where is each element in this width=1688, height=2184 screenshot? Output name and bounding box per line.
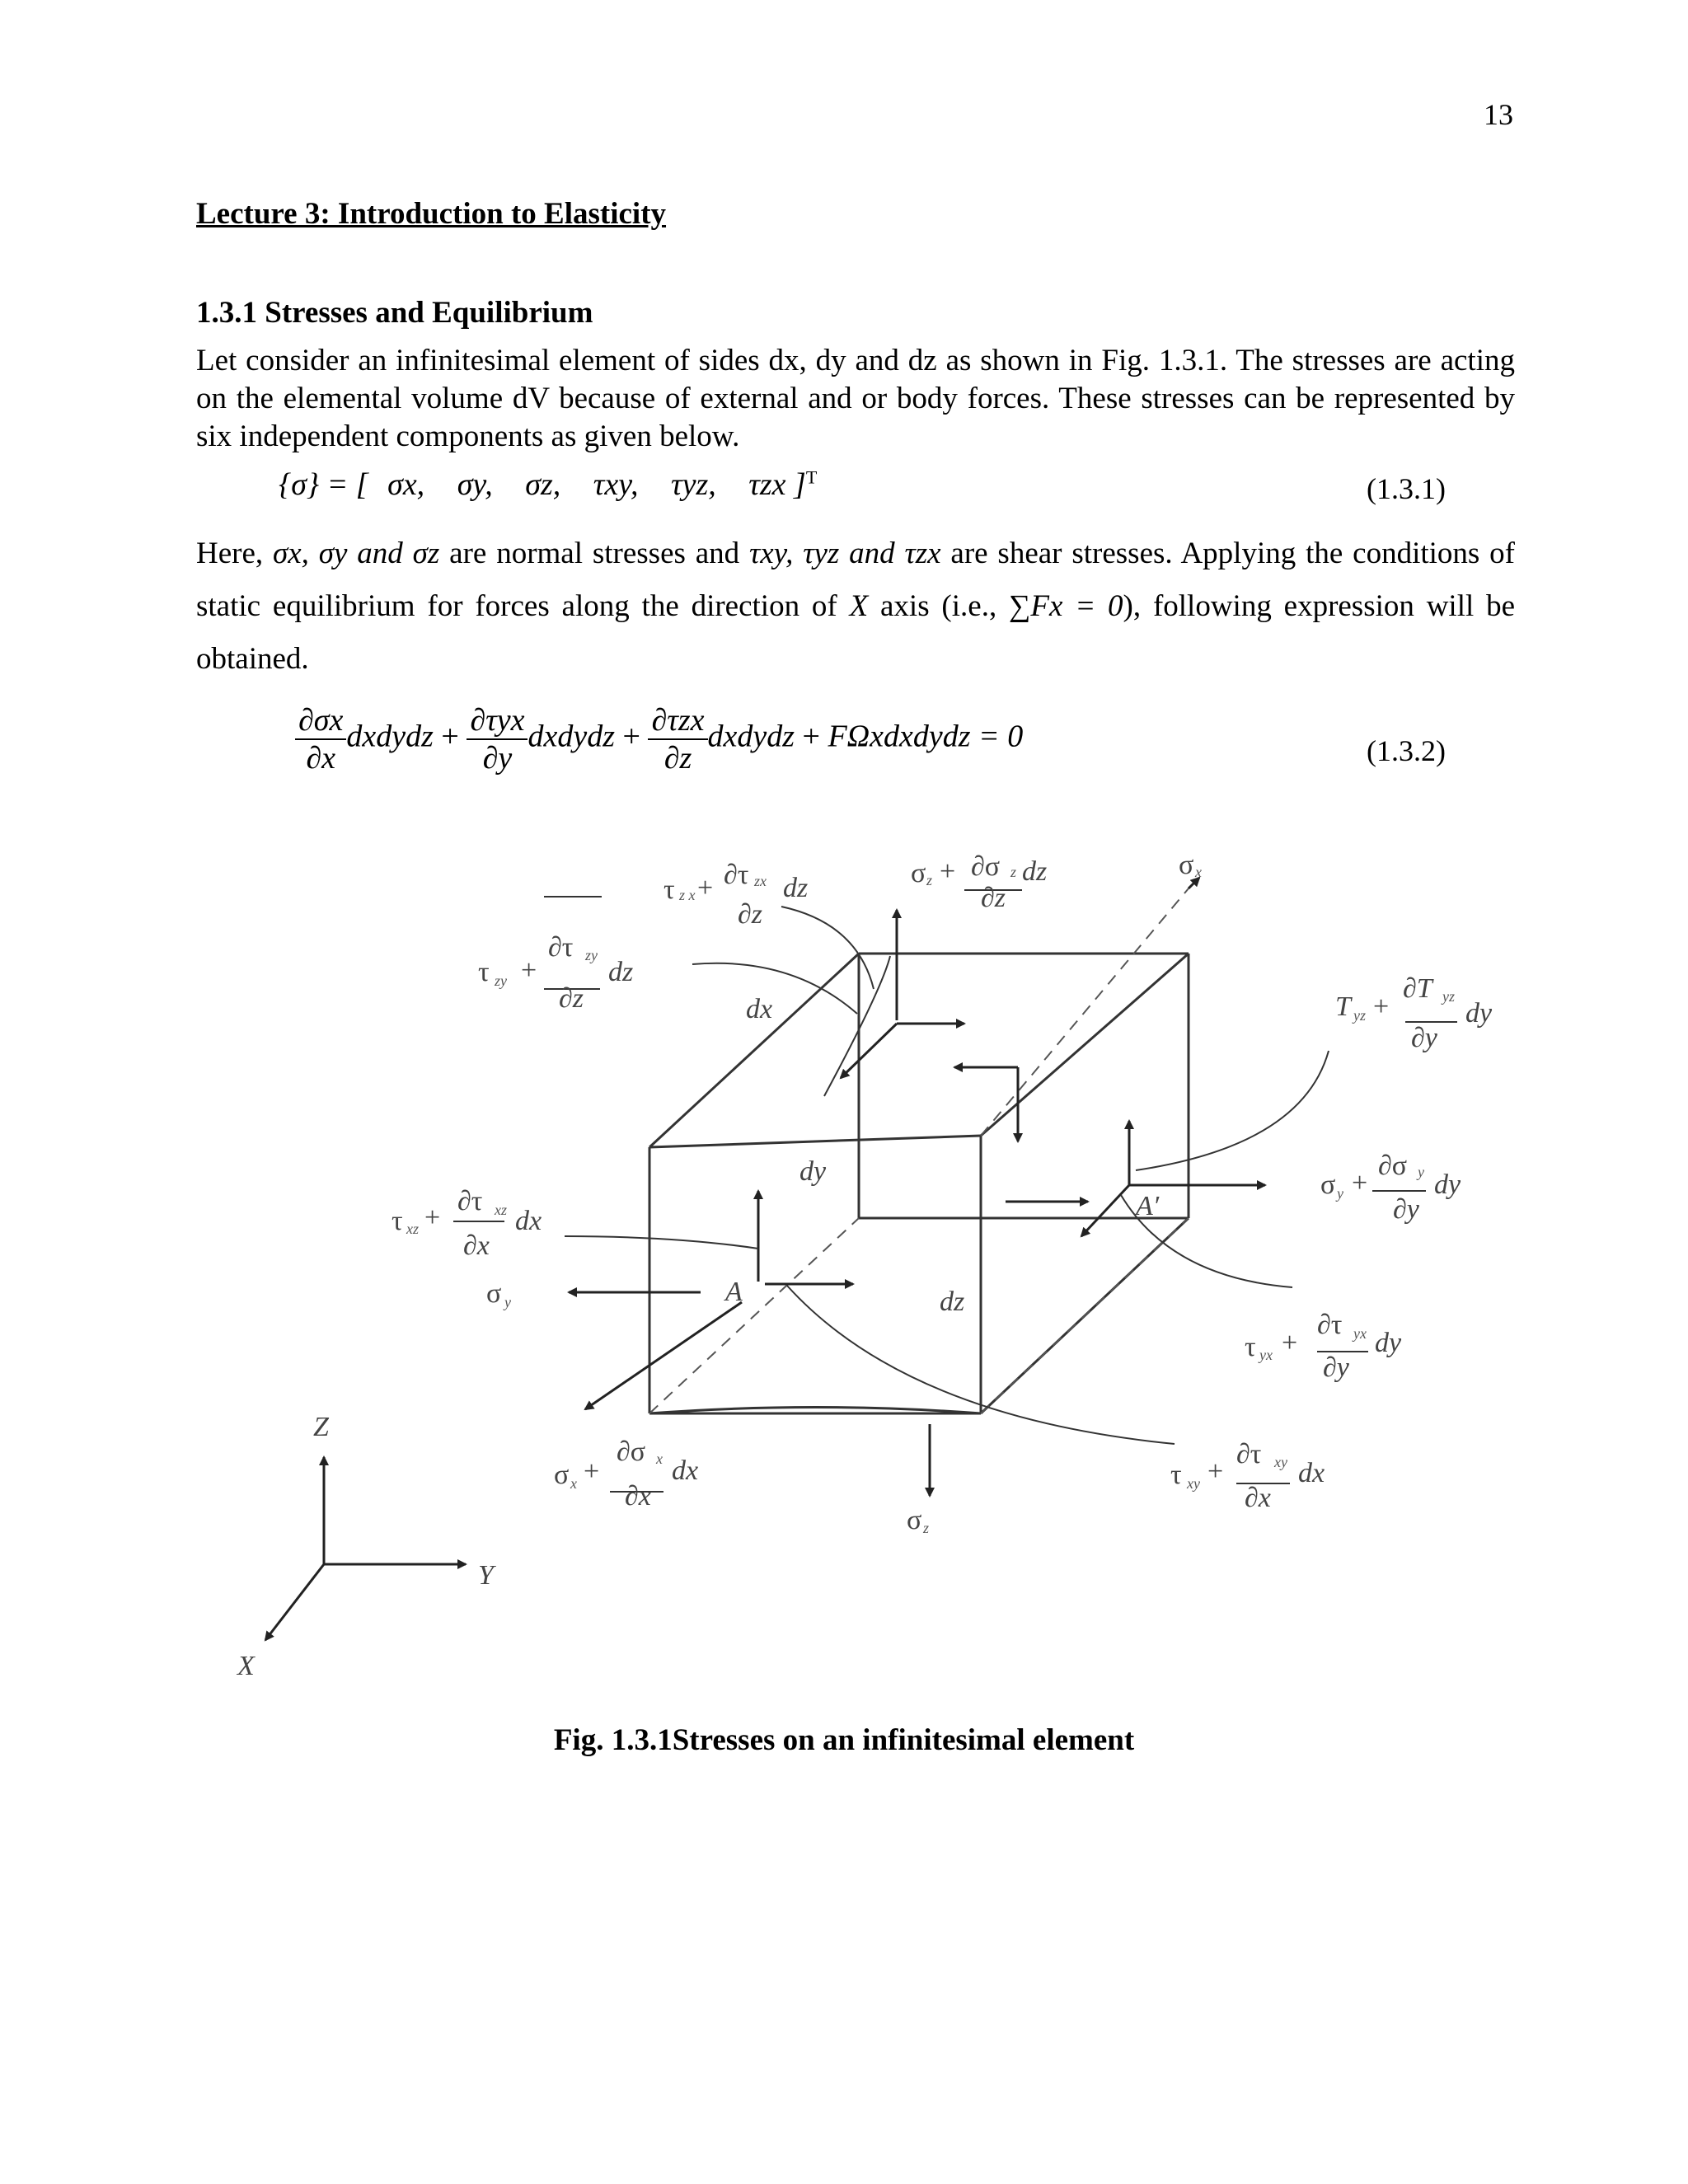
svg-text:∂y: ∂y [1393, 1194, 1419, 1225]
svg-text:σ: σ [554, 1460, 570, 1490]
svg-text:∂T: ∂T [1403, 973, 1432, 1004]
svg-text:∂τ: ∂τ [1317, 1310, 1343, 1340]
label-dx: dx [746, 994, 773, 1024]
svg-text:∂x: ∂x [1245, 1483, 1271, 1513]
leader [692, 963, 857, 1014]
svg-text:dy: dy [1434, 1169, 1461, 1200]
svg-text:τ: τ [1245, 1332, 1256, 1362]
leader [1136, 1051, 1329, 1170]
svg-text:dz: dz [783, 873, 809, 903]
svg-text:dz: dz [608, 957, 634, 987]
svg-text:+: + [584, 1456, 600, 1487]
svg-text:T: T [1335, 991, 1351, 1022]
svg-text:+: + [424, 1202, 441, 1233]
label-point-a: A [725, 1277, 743, 1307]
math-inline: σx, σy and σz [273, 537, 440, 570]
svg-text:∂τ: ∂τ [548, 932, 574, 963]
fraction: $\frac{\partial\sigma x}{\partial x}$ [295, 702, 346, 776]
svg-text:∂τ: ∂τ [457, 1186, 483, 1216]
svg-text:∂z: ∂z [981, 883, 1006, 913]
svg-text:∂σ: ∂σ [1378, 1151, 1408, 1181]
svg-text:σ: σ [911, 858, 926, 888]
text-run: axis (i.e., [880, 589, 997, 623]
svg-text:∂σ: ∂σ [617, 1436, 646, 1467]
svg-text:zy: zy [585, 947, 598, 963]
equation-1-3-2: $\frac{\partial\sigma x}{\partial x}$ dxdydz + $\frac{\text{∂τyx}}{\partial y}$ dxdydz + $\frac{\text{∂τzx}}{\partial z}$ dxdydz + FΩxdxdydz = 0 [295, 702, 1023, 776]
eq1-term: τxy, [593, 467, 639, 502]
eq1-transpose: T [805, 466, 818, 488]
equation-number: (1.3.2) [1367, 734, 1446, 767]
svg-text:∂σ: ∂σ [971, 851, 1001, 882]
paragraph-intro: Let consider an infinitesimal element of sides dx, dy and dz as shown in Fig. 1.3.1. The stresses are acting on the elemental volume dV because of external and or body forces. These stresses can be represented by six independent components as given below. [196, 344, 1515, 453]
math-inline: ∑Fx = 0 [1009, 589, 1123, 623]
svg-text:y: y [1418, 1164, 1424, 1180]
equation-number: (1.3.1) [1367, 472, 1446, 505]
svg-text:dx: dx [672, 1455, 699, 1486]
math-inline: X [849, 589, 869, 623]
svg-text:xy: xy [1187, 1475, 1200, 1492]
label: τ [663, 874, 675, 905]
section-title: 1.3.1 Stresses and Equilibrium [196, 296, 593, 330]
lecture-title: Lecture 3: Introduction to Elasticity [196, 197, 667, 231]
eq1-term: σy, [457, 467, 493, 502]
eq1-rhs: ] [794, 467, 806, 502]
leader [565, 1236, 758, 1249]
svg-text:+: + [1282, 1328, 1298, 1358]
text-run: ), following expression will be obtained. [196, 589, 1516, 676]
svg-text:σ: σ [486, 1278, 502, 1309]
svg-text:τ: τ [478, 957, 490, 987]
cube-edge [649, 954, 859, 1147]
axis-x-arrow [265, 1564, 324, 1640]
svg-text:xz: xz [495, 1202, 507, 1218]
eq1-term: τzx [748, 467, 786, 502]
svg-text:τ: τ [1170, 1460, 1182, 1490]
svg-text:yz: yz [1353, 1007, 1366, 1024]
eq1-lhs: {σ} = [ [279, 467, 368, 502]
svg-text:dy: dy [1465, 998, 1493, 1029]
label-dy: dy [799, 1156, 827, 1187]
svg-text:+: + [1207, 1456, 1224, 1487]
svg-text:+: + [1373, 991, 1390, 1022]
svg-text:xy: xy [1274, 1454, 1287, 1470]
svg-text:+: + [521, 955, 537, 986]
svg-text:zx: zx [754, 873, 767, 889]
svg-text:∂τ: ∂τ [1236, 1439, 1262, 1469]
svg-text:∂x: ∂x [463, 1230, 490, 1261]
eq1-term: τyz, [670, 467, 716, 502]
arrow [841, 1024, 897, 1078]
svg-text:σ: σ [1179, 850, 1194, 880]
text-run: Here, [196, 537, 264, 570]
svg-text:x: x [656, 1451, 663, 1467]
hidden-edge [981, 1218, 1189, 1413]
axis-z-label: Z [313, 1412, 329, 1442]
svg-text:+: + [940, 856, 956, 887]
svg-text:yx: yx [1259, 1347, 1273, 1363]
sigma-x-dashed [981, 888, 1189, 1136]
arrow [585, 1302, 742, 1409]
arrow [1081, 1185, 1129, 1236]
svg-text:∂τ: ∂τ [724, 860, 749, 890]
svg-text:∂z: ∂z [738, 899, 763, 930]
svg-text:+: + [1352, 1168, 1368, 1198]
cube-edge [981, 954, 1189, 1136]
svg-text:z: z [1010, 864, 1017, 880]
axis-y-label: Y [478, 1560, 494, 1591]
svg-text:∂y: ∂y [1411, 1023, 1437, 1053]
svg-text:z: z [926, 872, 933, 888]
label-dz: dz [940, 1286, 965, 1317]
axis-x-label: X [237, 1651, 255, 1681]
svg-text:∂x: ∂x [625, 1481, 651, 1511]
text-run: are shear stresses. Applying the conditions of static equilibrium for forces along the direction of [196, 537, 1515, 623]
svg-text:dx: dx [515, 1206, 542, 1236]
text-run: are normal stresses and [449, 537, 740, 570]
svg-text:z x: z x [679, 887, 696, 903]
cube-edge [649, 1136, 981, 1147]
svg-text:x: x [570, 1475, 577, 1492]
svg-text:+: + [697, 873, 714, 903]
svg-text:y: y [1337, 1185, 1343, 1202]
svg-text:z: z [923, 1520, 930, 1536]
math-inline: τxy, τyz and τzx [749, 537, 941, 570]
svg-text:zy: zy [495, 972, 507, 989]
fraction: $\frac{\text{∂τzx}}{\partial z}$ [648, 702, 707, 776]
svg-text:yz: yz [1442, 988, 1455, 1005]
svg-text:τ: τ [392, 1206, 403, 1236]
fraction: $\frac{\text{∂τyx}}{\partial y}$ [467, 702, 528, 776]
svg-text:y: y [504, 1294, 511, 1310]
svg-text:dx: dx [1298, 1458, 1325, 1488]
eq1-term: σz, [525, 467, 561, 502]
svg-text:∂y: ∂y [1323, 1352, 1349, 1383]
svg-text:xz: xz [406, 1221, 419, 1237]
page-number: 13 [1484, 98, 1513, 131]
svg-text:σ: σ [1320, 1169, 1336, 1200]
eq1-term: σx, [387, 467, 425, 502]
svg-text:yx: yx [1353, 1325, 1367, 1342]
label-point-a-prime: A′ [1136, 1191, 1160, 1221]
figure-caption: Fig. 1.3.1Stresses on an infinitesimal element [553, 1723, 1135, 1757]
svg-text:dz: dz [1022, 856, 1048, 887]
svg-text:x: x [1195, 864, 1202, 880]
svg-text:dy: dy [1375, 1328, 1402, 1358]
svg-text:σ: σ [907, 1505, 922, 1535]
svg-text:∂z: ∂z [559, 983, 584, 1014]
